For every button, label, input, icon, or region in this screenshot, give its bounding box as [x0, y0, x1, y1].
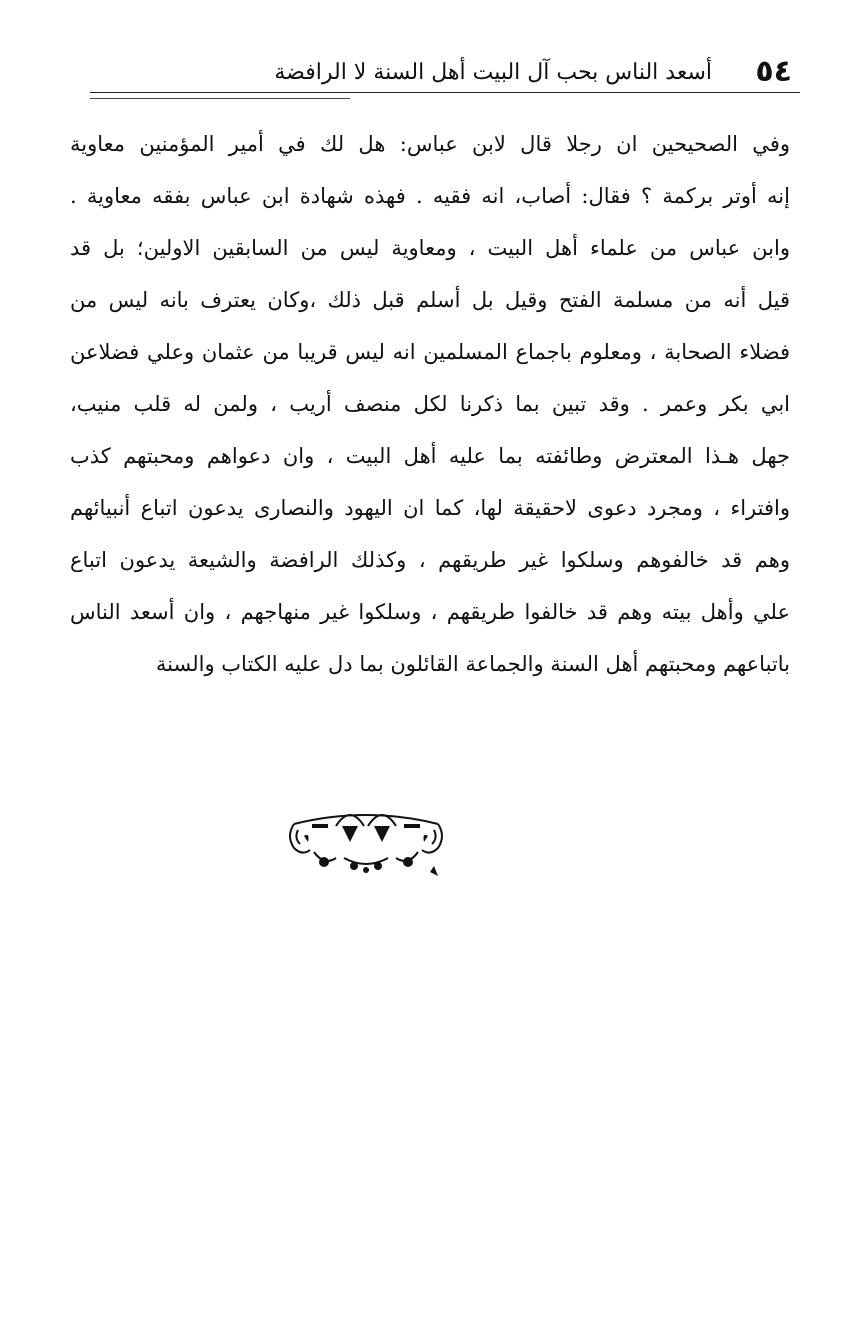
- page-number: ٥٤: [755, 54, 792, 89]
- running-title: أسعد الناس بحب آل البيت أهل السنة لا الرافضة: [274, 60, 712, 85]
- text-line-9: وهم قد خالفوهم وسلكوا غير طريقهم ، وكذلك الرافضة والشيعة يدعون اتباع: [70, 548, 790, 572]
- header-rule-secondary: [90, 98, 350, 99]
- text-line-7: جهل هـذا المعترض وطائفته بما عليه أهل البيت ، وان دعواهم ومحبتهم كذب: [70, 444, 790, 468]
- text-line-8: وافتراء ، ومجرد دعوى لاحقيقة لها، كما ان اليهود والنصارى يدعون اتباع أنبيائهم: [70, 496, 790, 520]
- text-line-2: إنه أوتر بركمة ؟ فقال: أصاب، انه فقيه . فهذه شهادة ابن عباس بفقه معاوية .: [70, 184, 790, 208]
- header-rule: [90, 92, 800, 93]
- text-line-10: علي وأهل بيته وهم قد خالفوا طريقهم ، وسلكوا غير منهاجهم ، وان أسعد الناس: [70, 600, 790, 624]
- text-line-5: فضلاء الصحابة ، ومعلوم باجماع المسلمين انه ليس قريبا من عثمان وعلي فضلاعن: [70, 340, 790, 364]
- text-line-4: قيل أنه من مسلمة الفتح وقيل بل أسلم قبل ذلك ،وكان يعترف بانه ليس من: [70, 288, 790, 312]
- page-header: [80, 52, 800, 100]
- decorative-ornament: [284, 796, 448, 878]
- text-line-11: باتباعهم ومحبتهم أهل السنة والجماعة القائلون بما دل عليه الكتاب والسنة: [155, 652, 790, 676]
- text-line-6: ابي بكر وعمر . وقد تبين بما ذكرنا لكل منصف أريب ، ولمن له قلب منيب،: [70, 392, 790, 416]
- text-line-3: وابن عباس من علماء أهل البيت ، ومعاوية ليس من السابقين الاولين؛ بل قد: [70, 236, 790, 260]
- body-text: [70, 118, 790, 690]
- text-line-1: وفي الصحيحين ان رجلا قال لابن عباس: هل لك في أمير المؤمنين معاوية: [70, 132, 790, 156]
